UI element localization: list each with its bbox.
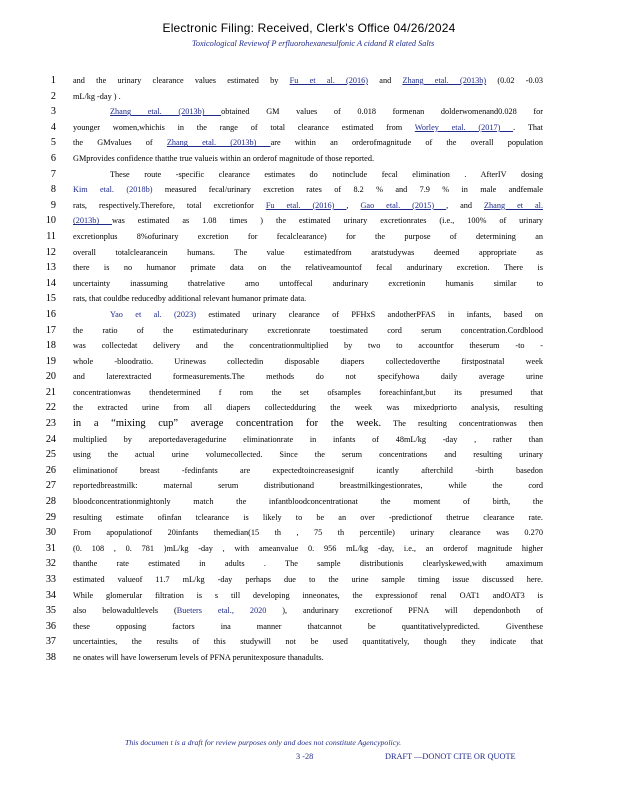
citation-ref: Yao et al. (2023) — [110, 309, 197, 319]
line-number: 27 — [45, 480, 56, 492]
line-number: 22 — [45, 402, 56, 414]
line-text — [73, 291, 543, 307]
line-text — [73, 354, 543, 370]
text-line — [0, 385, 618, 401]
line-segment: was estimated as 1.08 times ) the estimated urinary excretionrates (i.e., 100% of urinary — [112, 216, 543, 226]
line-segment: the extracted urine from all diapers collectedduring the week was mixedpriorto analysis, resulting — [73, 403, 543, 413]
citation-ref: Kim etal. (2018b) — [73, 185, 153, 195]
line-text — [73, 463, 543, 479]
line-segment: mL/kg -day ) . — [73, 91, 121, 101]
line-text — [73, 572, 543, 588]
line-number: 15 — [45, 293, 56, 305]
line-text — [73, 385, 543, 401]
line-text — [73, 432, 543, 448]
text-line — [0, 572, 618, 588]
line-number: 30 — [45, 527, 56, 539]
line-segment: also belowadultlevels ( — [73, 606, 177, 616]
text-line — [0, 307, 618, 323]
page-number: 3 -28 — [296, 752, 314, 761]
text-line — [0, 229, 618, 245]
line-number: 34 — [45, 589, 56, 601]
line-segment: resulting estimate ofinfan tclearance is likely to be an over -predictionof thetrue clearance rate. — [73, 512, 543, 522]
line-number: 38 — [45, 651, 56, 663]
line-segment: (0. 108 , 0. 781 )mL/kg -day , with ameanvalue 0. 956 mL/kg -day, i.e., an orderof magnitude higher — [73, 543, 543, 553]
text-line — [0, 588, 618, 604]
line-number: 36 — [45, 620, 56, 632]
text-line — [0, 619, 618, 635]
line-segment: measured fecal/urinary excretion rates of 8.2 % and 7.9 % in male andfemale — [152, 185, 543, 195]
citation-link[interactable]: Zhang et al. — [484, 200, 543, 210]
text-line — [0, 338, 618, 354]
line-text — [73, 213, 543, 229]
line-segment: reportedbreastmilk: maternal serum distributionand breastmilkingestionrates, while the cord — [73, 481, 543, 491]
text-line — [0, 73, 618, 89]
text-line — [0, 104, 618, 120]
line-number: 37 — [45, 636, 56, 648]
footer-disclaimer: This documen t is a draft for review purposes only and does not constitute Agencypolicy. — [125, 738, 402, 747]
citation-link[interactable]: Gao etal. (2015) — [360, 200, 447, 210]
line-text — [73, 369, 543, 385]
line-number: 6 — [50, 152, 56, 164]
line-segment: these opposing factors ina manner thatcannot be quantitativelypredicted. Giventhese — [73, 621, 543, 631]
line-segment: uncertainties, the results of this studywill not be used quantitatively, though they indicate that — [73, 637, 543, 647]
line-number: 26 — [45, 464, 56, 476]
citation-link[interactable]: Zhang etal. (2013b) — [166, 138, 271, 148]
line-segment: and — [368, 76, 403, 85]
line-text — [73, 229, 543, 245]
line-number: 12 — [45, 246, 56, 258]
line-text — [73, 634, 543, 650]
line-segment: the GMvalues of — [73, 138, 167, 148]
line-text — [73, 478, 543, 494]
text-line — [0, 291, 618, 307]
text-line — [0, 432, 618, 448]
line-segment: estimated urinary clearance of PFHxS andotherPFAS in infants, based on — [196, 309, 543, 319]
line-number: 28 — [45, 496, 56, 508]
line-segment: rats, respectively.Therefore, total excretionfor — [73, 200, 266, 210]
line-text — [73, 541, 543, 557]
line-number: 32 — [45, 558, 56, 570]
line-number: 11 — [46, 230, 56, 242]
text-line — [0, 213, 618, 229]
citation-link[interactable]: Fu et al. (2016) — [289, 76, 369, 85]
line-segment: whole -bloodratio. Urinewas collectedin disposable diapers collectedoverthe firstpostnatal week — [73, 356, 543, 366]
line-segment: estimated valueof 11.7 mL/kg -day perhaps due to the urine sample timing issue discussed here. — [73, 575, 543, 584]
line-segment: thanthe rate estimated in adults . The sample distributionis clearlyskewed,with amaximum — [73, 559, 543, 569]
line-number: 7 — [50, 168, 56, 180]
line-segment: , — [346, 200, 361, 210]
line-segment: in a “mixing cup” average concentration for the week. — [73, 418, 382, 430]
line-text — [73, 89, 543, 105]
line-segment: The resulting concentrationwas then — [381, 419, 543, 429]
line-number: 35 — [45, 605, 56, 617]
line-number: 19 — [45, 355, 56, 367]
line-text — [73, 135, 543, 151]
text-line — [0, 151, 618, 167]
text-line — [0, 369, 618, 385]
line-number: 24 — [45, 433, 56, 445]
line-segment: While glomerular filtration is s till developing inneonates, the expressionof renal OAT1 andOAT3 is — [73, 590, 543, 600]
document-body — [0, 73, 618, 666]
line-text — [73, 323, 543, 339]
line-segment: excretionplus 8%ofurinary excretion for fecalclearance) for the purpose of determining an — [73, 231, 543, 241]
citation-link[interactable]: Fu etal. (2016) — [265, 200, 347, 210]
text-line — [0, 478, 618, 494]
line-segment: (0.02 -0.03 — [486, 76, 543, 85]
line-text — [73, 556, 543, 572]
line-segment: . That — [513, 122, 543, 132]
line-number: 9 — [50, 199, 56, 211]
line-number: 3 — [50, 106, 56, 118]
text-line — [0, 120, 618, 136]
line-text — [73, 416, 543, 432]
citation-link[interactable]: Worley etal. (2017) — [414, 122, 514, 132]
text-line — [0, 245, 618, 261]
text-line — [0, 354, 618, 370]
line-number: 10 — [45, 215, 56, 227]
line-number: 33 — [45, 574, 56, 585]
line-segment: bloodconcentrationmightonly match the infantbloodconcentrationat the moment of birth, the — [73, 497, 543, 507]
line-segment: are within an orderofmagnitude of the overall population — [270, 138, 543, 148]
citation-ref: Bueters etal., 2020 — [176, 606, 267, 616]
line-number: 21 — [45, 386, 56, 398]
line-text — [110, 104, 543, 120]
line-segment: , and — [446, 200, 485, 210]
line-segment: uncertainty inassuming thatrelative amo untoffecal andurinary excretionin humanis similar to — [73, 278, 543, 288]
text-line — [0, 603, 618, 619]
line-number: 2 — [50, 90, 56, 102]
text-line — [0, 556, 618, 572]
line-number: 13 — [45, 262, 56, 274]
line-segment: and laterextracted formeasurements.The methods do not specifyhowa daily average urine — [73, 372, 543, 382]
line-text — [73, 338, 543, 354]
line-segment: obtained GM values of 0.018 formenan dolderwomenand0.028 for — [221, 107, 543, 117]
line-text — [73, 151, 543, 167]
line-text — [73, 260, 543, 276]
text-line — [0, 634, 618, 650]
line-segment: there is no humanor primate data on the relativeamountof fecal andurinary excretion. There is — [73, 263, 543, 273]
text-line — [0, 447, 618, 463]
line-text — [110, 307, 543, 323]
line-text — [73, 400, 543, 416]
line-number: 29 — [45, 511, 56, 523]
line-text — [73, 73, 543, 89]
line-text — [73, 447, 543, 463]
line-text — [73, 619, 543, 635]
text-line — [0, 260, 618, 276]
filing-stamp: Electronic Filing: Received, Clerk's Office 04/26/2024 — [162, 21, 456, 35]
line-number: 8 — [50, 184, 56, 196]
line-text — [73, 276, 543, 292]
text-line — [0, 494, 618, 510]
line-text — [73, 603, 543, 619]
text-line — [0, 276, 618, 292]
line-number: 20 — [45, 371, 56, 383]
line-text — [73, 525, 543, 541]
text-line — [0, 167, 618, 183]
line-text — [73, 182, 543, 198]
line-number: 16 — [45, 308, 56, 320]
text-line — [0, 541, 618, 557]
text-line — [0, 510, 618, 526]
line-text — [73, 650, 543, 666]
line-number: 25 — [45, 449, 56, 461]
text-line — [0, 525, 618, 541]
draft-notice: DRAFT —DONOT CITE OR QUOTE — [385, 752, 516, 761]
text-line — [0, 463, 618, 479]
line-number: 4 — [50, 121, 56, 133]
line-number: 14 — [45, 277, 56, 289]
line-number: 23 — [45, 418, 56, 430]
citation-link[interactable]: Zhang etal. (2013b) — [402, 76, 487, 85]
line-text — [73, 494, 543, 510]
text-line — [0, 198, 618, 214]
line-text — [110, 167, 543, 183]
line-number: 17 — [45, 324, 56, 336]
line-segment: concentrationwas thendetermined f rom the set ofsamples foreachinfant,but its presumed that — [73, 387, 543, 397]
citation-link[interactable]: Zhang etal. (2013b) — [110, 107, 222, 117]
text-line — [0, 135, 618, 151]
line-number: 1 — [50, 75, 56, 86]
line-segment: younger women,whichis in the range of total clearance estimated from — [73, 122, 415, 132]
line-number: 31 — [45, 542, 56, 554]
line-text — [73, 245, 543, 261]
line-segment: overall totalclearancein humans. The value estimatedfrom aratstudywas deemed appropriate as — [73, 247, 543, 257]
line-segment: the ratio of the estimatedurinary excretionrate toestimated cord serum concentration.Cordblood — [73, 325, 543, 335]
text-line — [0, 89, 618, 105]
running-title: Toxicological Reviewof P erfluorohexanesulfonic A cidand R elated Salts — [192, 39, 435, 48]
line-text — [73, 198, 543, 214]
text-line — [0, 416, 618, 432]
line-segment: rats, that couldbe reducedby additional relevant humanor primate data. — [73, 294, 307, 304]
citation-link[interactable]: (2013b) — [73, 216, 113, 226]
line-segment: eliminationof breast -fedinfants are expectedtoincreasesignif icantly afterchild -birth basedon — [73, 465, 543, 475]
line-segment: From apopulationof 20infants themedian(15 th , 75 th percentile) urinary clearance was 0.270 — [73, 528, 543, 538]
line-segment: ), andurinary excretionof PFNA will dependonboth of — [266, 606, 543, 616]
line-text — [73, 588, 543, 604]
line-segment: using the actual urine volumecollected. Since the serum concentrations and resulting urinary — [73, 450, 543, 460]
text-line — [0, 182, 618, 198]
line-segment: was collectedat delivery and the concentrationmultiplied by two to accountfor theserum -to - — [73, 341, 543, 351]
line-segment: multiplied by areportedaveragedurine eliminationrate in infants of 48mL/kg -day , rather than — [73, 434, 543, 444]
line-text — [73, 510, 543, 526]
line-segment: ne onates will have lowerserum levels of PFNA perunitexposure thanadults. — [73, 652, 324, 662]
line-segment: GMprovides confidence thatthe true valueis within an orderof magnitude of those reported. — [73, 153, 375, 163]
text-line — [0, 323, 618, 339]
line-segment: and the urinary clearance values estimated by — [73, 76, 290, 85]
line-number: 18 — [45, 340, 56, 352]
line-number: 5 — [50, 137, 56, 149]
text-line — [0, 400, 618, 416]
text-line — [0, 650, 618, 666]
line-text — [73, 120, 543, 136]
line-segment: These route -specific clearance estimates do notinclude fecal elimination . AfterIV dosing — [110, 169, 543, 179]
